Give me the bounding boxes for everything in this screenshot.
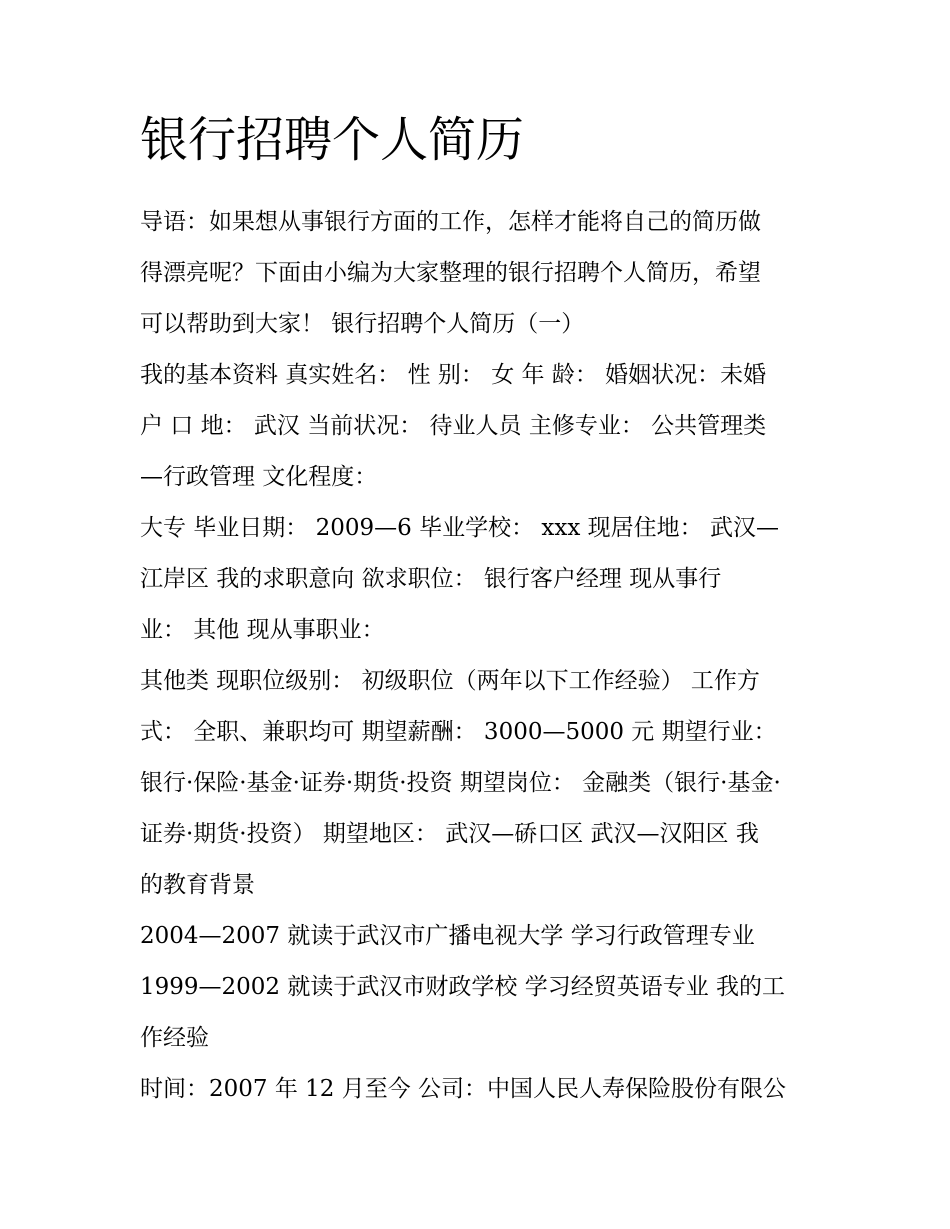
text-line: 大专 毕业日期： 2009—6 毕业学校： xxx 现居住地： 武汉— <box>140 515 779 541</box>
text-line: 证券·期货·投资） 期望地区： 武汉—硚口区 武汉—汉阳区 我 <box>140 821 759 847</box>
text-line: 我的基本资料 真实姓名： 性 别： 女 年 龄： 婚姻状况：未婚 <box>140 362 767 388</box>
text-line: 可以帮助到大家！ 银行招聘个人简历（一） <box>140 311 585 337</box>
text-line: —行政管理 文化程度： <box>140 464 378 490</box>
text-line: 式： 全职、兼职均可 期望薪酬： 3000—5000 元 期望行业： <box>140 719 777 745</box>
text-line: 2004—2007 就读于武汉市广播电视大学 学习行政管理专业 <box>140 923 755 949</box>
text-line: 银行·保险·基金·证券·期货·投资 期望岗位： 金融类（银行·基金· <box>140 770 781 796</box>
text-line: 作经验 <box>140 1025 209 1051</box>
document-body <box>140 197 820 1115</box>
text-line: 导语：如果想从事银行方面的工作，怎样才能将自己的简历做 <box>140 209 761 235</box>
text-line: 时间：2007 年 12 月至今 公司：中国人民人寿保险股份有限公 <box>140 1076 787 1102</box>
text-line: 的教育背景 <box>140 872 255 898</box>
text-line: 其他类 现职位级别： 初级职位（两年以下工作经验） 工作方 <box>140 668 760 694</box>
text-line: 得漂亮呢？下面由小编为大家整理的银行招聘个人简历，希望 <box>140 260 761 286</box>
text-line: 业： 其他 现从事职业： <box>140 617 385 643</box>
document-title: 银行招聘个人简历 <box>140 112 525 168</box>
text-line: 1999—2002 就读于武汉市财政学校 学习经贸英语专业 我的工 <box>140 974 785 1000</box>
text-line: 户 口 地： 武汉 当前状况： 待业人员 主修专业： 公共管理类 <box>140 413 767 439</box>
text-line: 江岸区 我的求职意向 欲求职位： 银行客户经理 现从事行 <box>140 566 722 592</box>
